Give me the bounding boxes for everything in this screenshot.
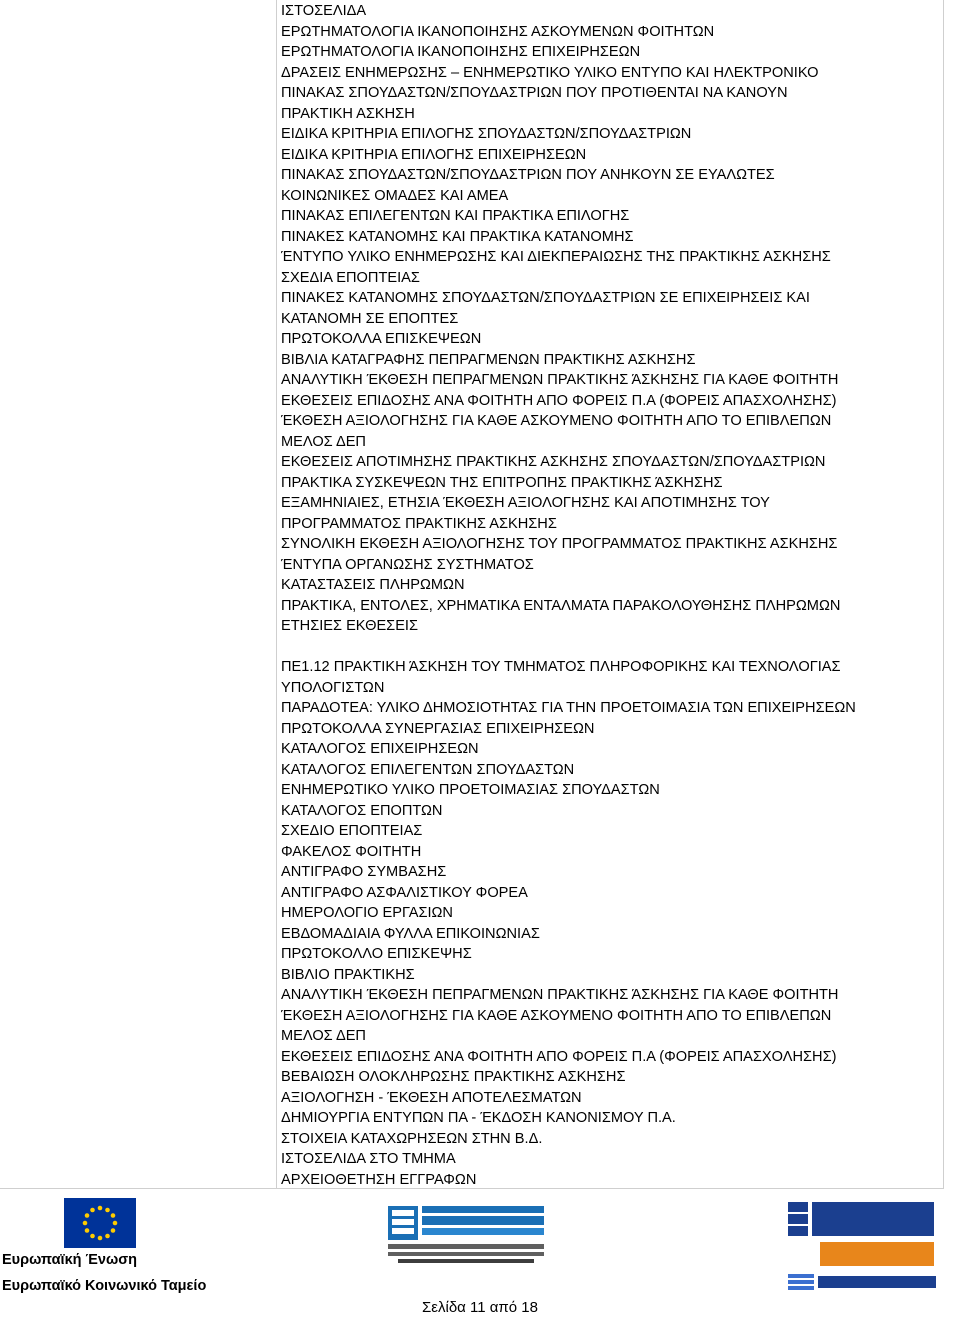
- list-item: ΙΣΤΟΣΕΛΙΔΑ: [281, 3, 367, 19]
- list-item: ΣΧΕΔΙΑ ΕΠΟΠΤΕΙΑΣ: [281, 269, 420, 286]
- list-item: ΑΝΑΛΥΤΙΚΗ ΈΚΘΕΣΗ ΠΕΠΡΑΓΜΕΝΩΝ ΠΡΑΚΤΙΚΗΣ ΆΣΚΗΣΗΣ ΓΙΑ ΚΑΘΕ ΦΟΙΤΗΤΗ: [281, 372, 839, 388]
- list-item: ΔΗΜΙΟΥΡΓΙΑ ΕΝΤΥΠΩΝ ΠΑ - ΈΚΔΟΣΗ ΚΑΝΟΝΙΣΜΟΥ Π.Α.: [281, 1110, 676, 1126]
- list-item: ΠΙΝΑΚΑΣ ΣΠΟΥΔΑΣΤΩΝ/ΣΠΟΥΔΑΣΤΡΙΩΝ ΠΟΥ ΠΡΟΤΙΘΕΝΤΑΙ ΝΑ ΚΑΝΟΥΝ: [281, 85, 788, 101]
- list-item: ΕΙΔΙΚΑ ΚΡΙΤΗΡΙΑ ΕΠΙΛΟΓΗΣ ΕΠΙΧΕΙΡΗΣΕΩΝ: [281, 146, 587, 163]
- list-item: ΠΡΑΚΤΙΚΑ, ΕΝΤΟΛΕΣ, ΧΡΗΜΑΤΙΚΑ ΕΝΤΑΛΜΑΤΑ ΠΑΡΑΚΟΛΟΥΘΗΣΗΣ ΠΛΗΡΩΜΩΝ: [281, 597, 841, 614]
- list-item: ΔΡΑΣΕΙΣ ΕΝΗΜΕΡΩΣΗΣ – ΕΝΗΜΕΡΩΤΙΚΟ ΥΛΙΚΟ ΕΝΤΥΠΟ ΚΑΙ ΗΛΕΚΤΡΟΝΙΚΟ: [281, 64, 819, 81]
- list-item: ΒΕΒΑΙΩΣΗ ΟΛΟΚΛΗΡΩΣΗΣ ΠΡΑΚΤΙΚΗΣ ΑΣΚΗΣΗΣ: [281, 1069, 626, 1085]
- list-item: ΗΜΕΡΟΛΟΓΙΟ ΕΡΓΑΣΙΩΝ: [281, 905, 453, 921]
- list-item: ΚΑΤΑΛΟΓΟΣ ΕΠΙΛΕΓΕΝΤΩΝ ΣΠΟΥΔΑΣΤΩΝ: [281, 761, 575, 778]
- list-item: ΕΡΩΤΗΜΑΤΟΛΟΓΙΑ ΙΚΑΝΟΠΟΙΗΣΗΣ ΕΠΙΧΕΙΡΗΣΕΩΝ: [281, 44, 641, 60]
- star-icon: [90, 1234, 95, 1239]
- list-item: ΠΙΝΑΚΕΣ ΚΑΤΑΝΟΜΗΣ ΚΑΙ ΠΡΑΚΤΙΚΑ ΚΑΤΑΝΟΜΗΣ: [281, 228, 634, 245]
- list-item: ΕΤΗΣΙΕΣ ΕΚΘΕΣΕΙΣ: [281, 618, 419, 634]
- star-icon: [85, 1213, 90, 1218]
- eu-union-label: Ευρωπαϊκή Ένωση: [2, 1252, 137, 1268]
- list-item: ΚΑΤΑΛΟΓΟΣ ΕΠΙΧΕΙΡΗΣΕΩΝ: [281, 741, 479, 757]
- list-item: ΕΒΔΟΜΑΔΙΑΙΑ ΦΥΛΛΑ ΕΠΙΚΟΙΝΩΝΙΑΣ: [281, 925, 540, 942]
- list-item: ΜΕΛΟΣ ΔΕΠ: [281, 433, 366, 450]
- list-item: ΣΥΝΟΛΙΚΗ ΕΚΘΕΣΗ ΑΞΙΟΛΟΓΗΣΗΣ ΤΟΥ ΠΡΟΓΡΑΜΜΑΤΟΣ ΠΡΑΚΤΙΚΗΣ ΑΣΚΗΣΗΣ: [281, 536, 838, 552]
- list-item: ΠΡΑΚΤΙΚΗ ΑΣΚΗΣΗ: [281, 105, 415, 122]
- list-item: ΕΚΘΕΣΕΙΣ ΕΠΙΔΟΣΗΣ ΑΝΑ ΦΟΙΤΗΤΗ ΑΠΟ ΦΟΡΕΙΣ Π.Α (ΦΟΡΕΙΣ ΑΠΑΣΧΟΛΗΣΗΣ): [281, 1048, 837, 1065]
- deliverables-section-2: [281, 657, 960, 1190]
- list-item: ΙΣΤΟΣΕΛΙΔΑ ΣΤΟ ΤΜΗΜΑ: [281, 1151, 456, 1167]
- eu-fund-label: Ευρωπαϊκό Κοινωνικό Ταμείο: [2, 1278, 207, 1294]
- list-item: ΜΕΛΟΣ ΔΕΠ: [281, 1028, 366, 1044]
- list-item: ΠΡΩΤΟΚΟΛΛΑ ΣΥΝΕΡΓΑΣΙΑΣ ΕΠΙΧΕΙΡΗΣΕΩΝ: [281, 720, 595, 737]
- list-item: ΠΡΟΓΡΑΜΜΑΤΟΣ ΠΡΑΚΤΙΚΗΣ ΑΣΚΗΣΗΣ: [281, 515, 557, 532]
- list-item: ΚΑΤΑΛΟΓΟΣ ΕΠΟΠΤΩΝ: [281, 802, 443, 819]
- section-gap: [281, 637, 960, 658]
- list-item: ΣΤΟΙΧΕΙΑ ΚΑΤΑΧΩΡΗΣΕΩΝ ΣΤΗΝ Β.Δ.: [281, 1130, 543, 1147]
- star-icon: [105, 1234, 110, 1239]
- list-item: ΠΙΝΑΚΑΣ ΕΠΙΛΕΓΕΝΤΩΝ ΚΑΙ ΠΡΑΚΤΙΚΑ ΕΠΙΛΟΓΗΣ: [281, 208, 630, 224]
- list-item: ΕΙΔΙΚΑ ΚΡΙΤΗΡΙΑ ΕΠΙΛΟΓΗΣ ΣΠΟΥΔΑΣΤΩΝ/ΣΠΟΥΔΑΣΤΡΙΩΝ: [281, 126, 692, 142]
- eu-flag-icon: [64, 1198, 136, 1248]
- deliverables-list: [281, 1, 960, 1190]
- list-item: ΥΠΟΛΟΓΙΣΤΩΝ: [281, 679, 385, 696]
- list-item: ΈΚΘΕΣΗ ΑΞΙΟΛΟΓΗΣΗΣ ΓΙΑ ΚΑΘΕ ΑΣΚΟΥΜΕΝΟ ΦΟΙΤΗΤΗ ΑΠΟ ΤΟ ΕΠΙΒΛΕΠΩΝ: [281, 413, 832, 429]
- list-item: ΕΝΗΜΕΡΩΤΙΚΟ ΥΛΙΚΟ ΠΡΟΕΤΟΙΜΑΣΙΑΣ ΣΠΟΥΔΑΣΤΩΝ: [281, 782, 660, 798]
- deliverables-section-1: [281, 1, 960, 637]
- list-item: ΕΞΑΜΗΝΙΑΙΕΣ, ΕΤΗΣΙΑ ΈΚΘΕΣΗ ΑΞΙΟΛΟΓΗΣΗΣ ΚΑΙ ΑΠΟΤΙΜΗΣΗΣ ΤΟΥ: [281, 495, 770, 511]
- list-item: ΚΟΙΝΩΝΙΚΕΣ ΟΜΑΔΕΣ ΚΑΙ ΑΜΕΑ: [281, 187, 509, 204]
- star-icon: [85, 1228, 90, 1233]
- list-item: ΠΙΝΑΚΕΣ ΚΑΤΑΝΟΜΗΣ ΣΠΟΥΔΑΣΤΩΝ/ΣΠΟΥΔΑΣΤΡΙΩΝ ΣΕ ΕΠΙΧΕΙΡΗΣΕΙΣ ΚΑΙ: [281, 290, 810, 306]
- education-programme-logo: [388, 1202, 548, 1264]
- page-number: Σελίδα 11 από 18: [422, 1299, 538, 1316]
- star-icon: [98, 1206, 103, 1211]
- table-left-column: [0, 0, 277, 1189]
- list-item: ΒΙΒΛΙΑ ΚΑΤΑΓΡΑΦΗΣ ΠΕΠΡΑΓΜΕΝΩΝ ΠΡΑΚΤΙΚΗΣ ΑΣΚΗΣΗΣ: [281, 351, 696, 368]
- list-item: ΕΚΘΕΣΕΙΣ ΕΠΙΔΟΣΗΣ ΑΝΑ ΦΟΙΤΗΤΗ ΑΠΟ ΦΟΡΕΙΣ Π.Α (ΦΟΡΕΙΣ ΑΠΑΣΧΟΛΗΣΗΣ): [281, 392, 837, 409]
- list-item: ΕΡΩΤΗΜΑΤΟΛΟΓΙΑ ΙΚΑΝΟΠΟΙΗΣΗΣ ΑΣΚΟΥΜΕΝΩΝ ΦΟΙΤΗΤΩΝ: [281, 23, 715, 40]
- list-item: ΠΡΑΚΤΙΚΑ ΣΥΣΚΕΨΕΩΝ ΤΗΣ ΕΠΙΤΡΟΠΗΣ ΠΡΑΚΤΙΚΗΣ ΆΣΚΗΣΗΣ: [281, 474, 723, 491]
- star-icon: [90, 1208, 95, 1213]
- list-item: ΠΡΩΤΟΚΟΛΛΟ ΕΠΙΣΚΕΨΗΣ: [281, 946, 472, 962]
- list-item: ΕΚΘΕΣΕΙΣ ΑΠΟΤΙΜΗΣΗΣ ΠΡΑΚΤΙΚΗΣ ΑΣΚΗΣΗΣ ΣΠΟΥΔΑΣΤΩΝ/ΣΠΟΥΔΑΣΤΡΙΩΝ: [281, 454, 826, 470]
- list-item: ΑΝΤΙΓΡΑΦΟ ΑΣΦΑΛΙΣΤΙΚΟΥ ΦΟΡΕΑ: [281, 884, 528, 901]
- star-icon: [83, 1221, 88, 1226]
- list-item: ΑΡΧΕΙΟΘΕΤΗΣΗ ΕΓΓΡΑΦΩΝ: [281, 1171, 477, 1188]
- list-item: ΑΝΤΙΓΡΑΦΟ ΣΥΜΒΑΣΗΣ: [281, 864, 447, 880]
- eu-logo-block: [2, 1192, 242, 1302]
- star-icon: [111, 1228, 116, 1233]
- star-icon: [98, 1236, 103, 1241]
- list-item: ΈΝΤΥΠΟ ΥΛΙΚΟ ΕΝΗΜΕΡΩΣΗΣ ΚΑΙ ΔΙΕΚΠΕΡΑΙΩΣΗΣ ΤΗΣ ΠΡΑΚΤΙΚΗΣ ΑΣΚΗΣΗΣ: [281, 249, 831, 265]
- list-item: ΈΚΘΕΣΗ ΑΞΙΟΛΟΓΗΣΗΣ ΓΙΑ ΚΑΘΕ ΑΣΚΟΥΜΕΝΟ ΦΟΙΤΗΤΗ ΑΠΟ ΤΟ ΕΠΙΒΛΕΠΩΝ: [281, 1007, 832, 1024]
- list-item: ΠΑΡΑΔΟΤΕΑ: ΥΛΙΚΟ ΔΗΜΟΣΙΟΤΗΤΑΣ ΓΙΑ ΤΗΝ ΠΡΟΕΤΟΙΜΑΣΙΑ ΤΩΝ ΕΠΙΧΕΙΡΗΣΕΩΝ: [281, 700, 856, 716]
- espa-logo: [780, 1198, 940, 1302]
- list-item: ΈΝΤΥΠΑ ΟΡΓΑΝΩΣΗΣ ΣΥΣΤΗΜΑΤΟΣ: [281, 556, 534, 573]
- list-item: ΠΕ1.12 ΠΡΑΚΤΙΚΗ ΆΣΚΗΣΗ ΤΟΥ ΤΜΗΜΑΤΟΣ ΠΛΗΡΟΦΟΡΙΚΗΣ ΚΑΙ ΤΕΧΝΟΛΟΓΙΑΣ: [281, 659, 841, 675]
- list-item: ΦΑΚΕΛΟΣ ΦΟΙΤΗΤΗ: [281, 843, 422, 860]
- list-item: ΑΝΑΛΥΤΙΚΗ ΈΚΘΕΣΗ ΠΕΠΡΑΓΜΕΝΩΝ ΠΡΑΚΤΙΚΗΣ ΆΣΚΗΣΗΣ ΓΙΑ ΚΑΘΕ ΦΟΙΤΗΤΗ: [281, 987, 839, 1003]
- list-item: ΒΙΒΛΙΟ ΠΡΑΚΤΙΚΗΣ: [281, 966, 415, 983]
- list-item: ΣΧΕΔΙΟ ΕΠΟΠΤΕΙΑΣ: [281, 823, 423, 839]
- star-icon: [111, 1213, 116, 1218]
- star-icon: [105, 1208, 110, 1213]
- list-item: ΠΡΩΤΟΚΟΛΛΑ ΕΠΙΣΚΕΨΕΩΝ: [281, 331, 482, 347]
- list-item: ΠΙΝΑΚΑΣ ΣΠΟΥΔΑΣΤΩΝ/ΣΠΟΥΔΑΣΤΡΙΩΝ ΠΟΥ ΑΝΗΚΟΥΝ ΣΕ ΕΥΑΛΩΤΕΣ: [281, 167, 775, 183]
- list-item: ΚΑΤΑΣΤΑΣΕΙΣ ΠΛΗΡΩΜΩΝ: [281, 577, 465, 593]
- list-item: ΚΑΤΑΝΟΜΗ ΣΕ ΕΠΟΠΤΕΣ: [281, 310, 459, 327]
- list-item: ΑΞΙΟΛΟΓΗΣΗ - ΈΚΘΕΣΗ ΑΠΟΤΕΛΕΣΜΑΤΩΝ: [281, 1089, 582, 1106]
- star-icon: [113, 1221, 118, 1226]
